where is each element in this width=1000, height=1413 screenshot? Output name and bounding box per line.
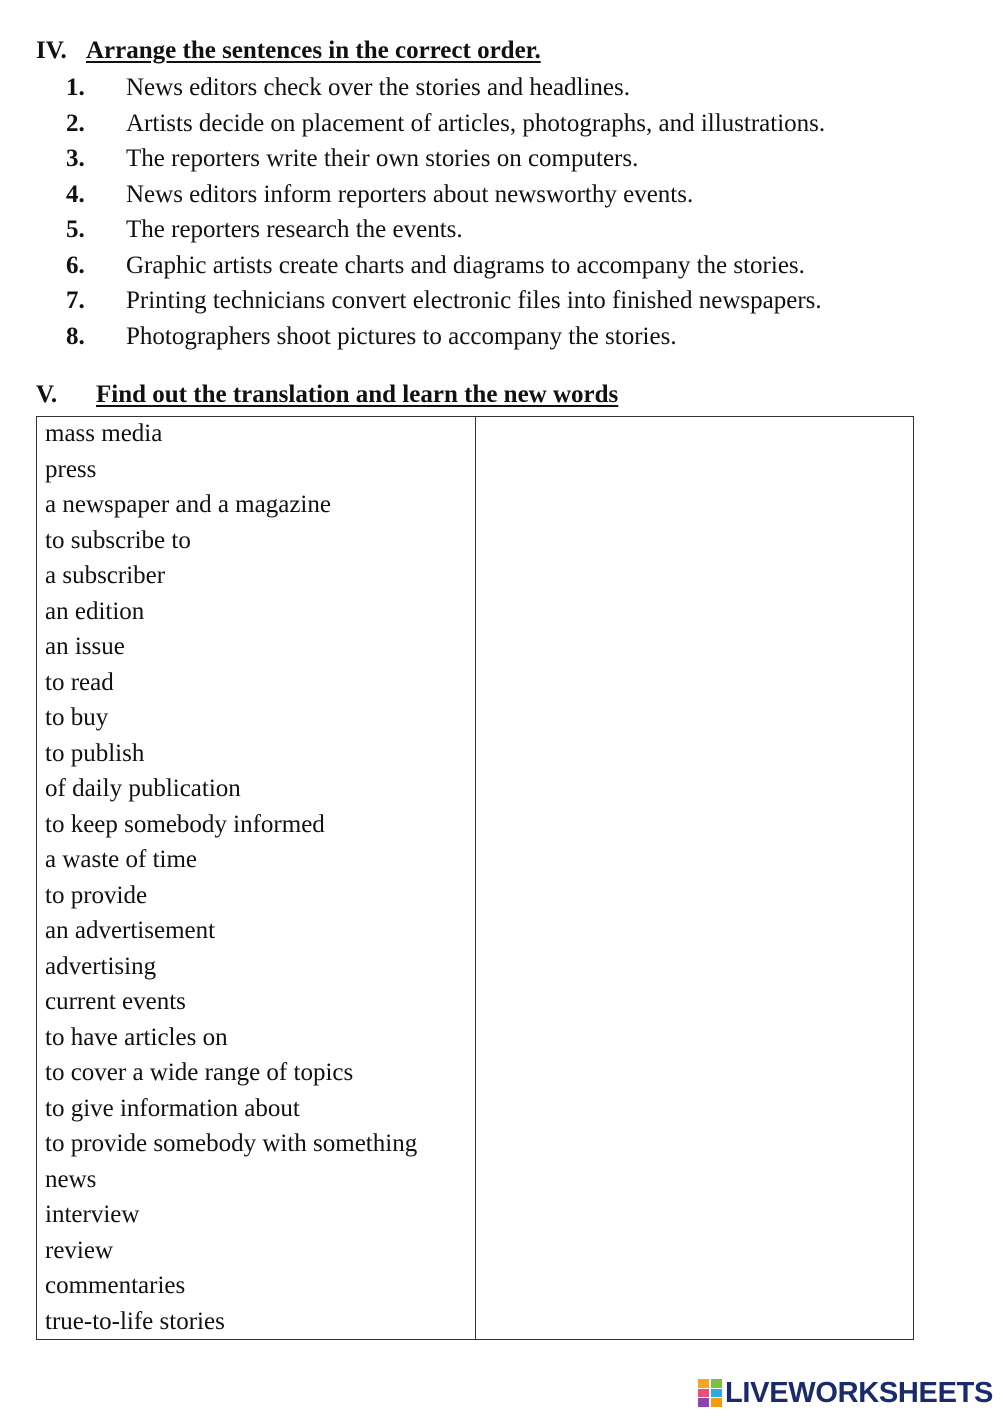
vocabulary-term: to keep somebody informed [45, 810, 325, 838]
sentence-text: News editors inform reporters about newsworthy events. [126, 180, 694, 208]
vocabulary-term: commentaries [45, 1272, 186, 1299]
vocabulary-term: news [45, 1165, 97, 1193]
vocabulary-term: to cover a wide range of topics [45, 1059, 354, 1086]
sentence-text: The reporters write their own stories on computers. [126, 145, 639, 172]
sentence-item [66, 248, 825, 284]
vocabulary-term: current events [45, 988, 186, 1015]
table-column-divider [475, 417, 476, 1339]
translation-answer-column[interactable] [477, 417, 913, 1339]
vocabulary-term: to read [45, 668, 114, 696]
vocabulary-term: to have articles on [45, 1023, 228, 1051]
section-v-number: V. [36, 381, 58, 408]
vocabulary-term: a newspaper and a magazine [45, 491, 331, 518]
sentence-item [66, 212, 825, 248]
section-iv-title: Arrange the sentences in the correct order. [86, 37, 541, 64]
section-v-title: Find out the translation and learn the new words [96, 381, 619, 408]
section-v-heading [36, 380, 618, 410]
vocabulary-term: to subscribe to [45, 526, 191, 554]
vocabulary-term: a waste of time [45, 846, 198, 873]
vocabulary-term: an advertisement [45, 917, 216, 944]
sentence-text: News editors check over the stories and headlines. [126, 74, 631, 101]
vocabulary-term: advertising [45, 952, 157, 980]
sentence-item [66, 283, 825, 319]
sentence-number: 8. [66, 322, 85, 350]
sentence-item [66, 106, 825, 142]
sentence-text: Photographers shoot pictures to accompany the stories. [126, 322, 677, 350]
sentence-item [66, 141, 825, 177]
sentence-number: 1. [66, 74, 85, 101]
vocabulary-term: to give information about [45, 1094, 300, 1122]
vocabulary-term: true-to-life stories [45, 1307, 225, 1335]
sentence-text: Printing technicians convert electronic files into finished newspapers. [126, 287, 822, 314]
vocabulary-term: interview [45, 1201, 140, 1228]
section-iv-number: IV. [36, 37, 67, 64]
sentence-number: 7. [66, 287, 85, 314]
vocabulary-term: to provide somebody with something [45, 1130, 418, 1157]
liveworksheets-logo [697, 1376, 993, 1410]
liveworksheets-logo-icon [697, 1378, 723, 1408]
liveworksheets-wordmark: LIVEWORKSHEETS [725, 1377, 994, 1409]
sentence-number: 3. [66, 145, 85, 172]
sentence-item [66, 70, 825, 106]
sentence-order-list [66, 70, 825, 354]
vocabulary-term: press [45, 455, 97, 483]
sentence-number: 4. [66, 180, 85, 208]
sentence-item [66, 177, 825, 213]
sentence-text: Graphic artists create charts and diagrams to accompany the stories. [126, 251, 805, 279]
vocabulary-term: an edition [45, 597, 145, 625]
sentence-number: 6. [66, 251, 85, 279]
vocabulary-term: review [45, 1236, 114, 1264]
vocabulary-term: mass media [45, 420, 163, 447]
section-iv-heading [36, 36, 541, 66]
sentence-number: 2. [66, 109, 85, 137]
vocabulary-term: a subscriber [45, 562, 166, 589]
sentence-text: The reporters research the events. [126, 216, 463, 243]
sentence-text: Artists decide on placement of articles, photographs, and illustrations. [126, 109, 826, 137]
vocabulary-term-column [45, 417, 417, 1340]
sentence-item [66, 319, 825, 355]
vocabulary-term: to buy [45, 704, 109, 731]
sentence-number: 5. [66, 216, 85, 243]
vocabulary-term: of daily publication [45, 775, 241, 802]
vocabulary-term: an issue [45, 633, 125, 660]
vocabulary-term: to publish [45, 739, 145, 767]
vocabulary-term: to provide [45, 881, 148, 909]
vocabulary-table [36, 416, 914, 1340]
